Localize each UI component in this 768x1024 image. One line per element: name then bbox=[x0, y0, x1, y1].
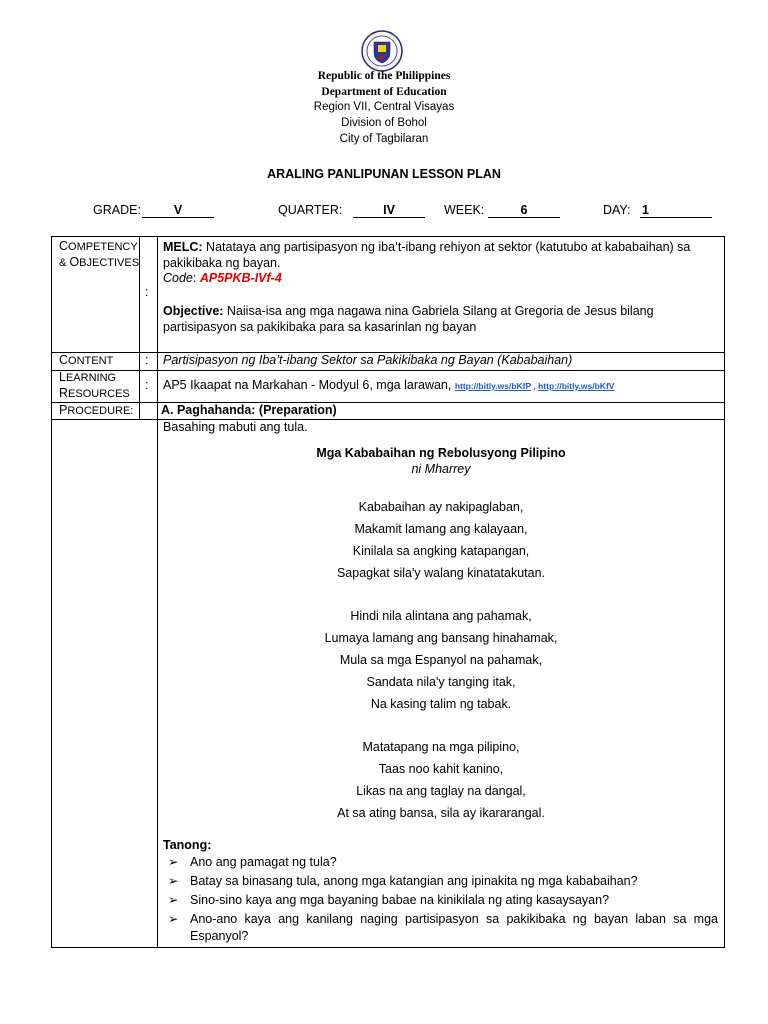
day-label: DAY: bbox=[603, 203, 631, 217]
day-value: 1 bbox=[640, 203, 712, 218]
resources-text: AP5 Ikaapat na Markahan - Modyul 6, mga larawan, http://bitly.ws/bKfP , http://bitly.ws/bKfV bbox=[163, 378, 615, 392]
questions-heading: Tanong: bbox=[163, 838, 212, 852]
poem-line: Makamit lamang ang kalayaan, bbox=[354, 522, 528, 536]
content-text: Partisipasyon ng Iba’t-ibang Sektor sa Pakikibaka ng Bayan (Kababaihan) bbox=[163, 353, 573, 367]
deped-seal-logo bbox=[361, 30, 403, 72]
poem-author: ni Mharrey bbox=[411, 462, 471, 476]
row-divider-4 bbox=[52, 419, 724, 420]
objective-text: Objective: Naiisa-isa ang mga nagawa nina Gabriela Silang at Gregoria de Jesus bilang partisipasyon sa pakikibaka para sa kasarinlan ng bayan bbox=[163, 304, 654, 334]
col-divider-2 bbox=[157, 237, 158, 947]
competency-colon: : bbox=[145, 285, 149, 299]
division-heading: Division of Bohol bbox=[341, 117, 427, 129]
competency-label: COMPETENCY & OBJECTIVES bbox=[59, 239, 140, 269]
department-heading: Department of Education bbox=[321, 86, 447, 98]
arrow-bullet-icon: ➢ bbox=[168, 893, 179, 907]
arrow-bullet-icon: ➢ bbox=[168, 874, 179, 888]
quarter-label: QUARTER: bbox=[278, 203, 343, 217]
grade-label: GRADE: bbox=[93, 203, 141, 217]
row-divider-3 bbox=[52, 402, 724, 403]
lesson-plan-title: ARALING PANLIPUNAN LESSON PLAN bbox=[267, 167, 501, 181]
week-label: WEEK: bbox=[444, 203, 485, 217]
resources-colon: : bbox=[145, 378, 149, 392]
poem-line: Sandata nila'y tanging itak, bbox=[366, 675, 516, 689]
quarter-value: IV bbox=[353, 203, 425, 218]
col-divider-1 bbox=[139, 237, 140, 420]
resource-link-2[interactable]: http://bitly.ws/bKfV bbox=[538, 381, 615, 391]
poem-line: Sapagkat sila'y walang kinatatakutan. bbox=[336, 566, 546, 580]
code-line: Code: AP5PKB-IVf-4 bbox=[163, 271, 282, 285]
section-a-heading: A. Paghahanda: (Preparation) bbox=[161, 403, 337, 417]
content-colon: : bbox=[145, 353, 149, 367]
republic-heading: Republic of the Philippines bbox=[317, 70, 451, 82]
learning-resources-label: LEARNING RESOURCES bbox=[59, 370, 130, 400]
poem-line: Likas na ang taglay na dangal, bbox=[356, 784, 526, 798]
poem-line: Lumaya lamang ang bansang hinahamak, bbox=[324, 631, 558, 645]
poem-line: Taas noo kahit kanino, bbox=[378, 762, 504, 776]
instruction-text: Basahing mabuti ang tula. bbox=[163, 420, 308, 434]
resource-link-1[interactable]: http://bitly.ws/bKfP bbox=[454, 381, 532, 391]
procedure-label: PROCEDURE: bbox=[59, 403, 134, 417]
content-label: CONTENT bbox=[59, 353, 114, 367]
poem-line: Mula sa mga Espanyol na pahamak, bbox=[339, 653, 543, 667]
poem-line: At sa ating bansa, sila ay ikararangal. bbox=[337, 806, 545, 820]
grade-value: V bbox=[142, 203, 214, 218]
arrow-bullet-icon: ➢ bbox=[168, 912, 179, 926]
city-heading: City of Tagbilaran bbox=[339, 133, 429, 145]
arrow-bullet-icon: ➢ bbox=[168, 855, 179, 869]
poem-line: Kababaihan ay nakipaglaban, bbox=[358, 500, 524, 514]
row-divider-2 bbox=[52, 370, 724, 371]
poem-line: Na kasing talim ng tabak. bbox=[370, 697, 512, 711]
poem-line: Kinilala sa angking katapangan, bbox=[352, 544, 530, 558]
melc-text: MELC: Natataya ang partisipasyon ng iba’t-ibang rehiyon at sektor (katutubo at kababaihan) sa pakikibaka ng bayan. bbox=[163, 240, 691, 270]
questions-list: ➢ Ano ang pamagat ng tula? ➢ Batay sa binasang tula, anong mga katangian ang ipinakita ng mga kababaihan? ➢ Sino-sino kaya ang mga bayaning babae na kinikilala ng ating kasaysayan? ➢ Ano-ano kaya ang kanilang naging partisipasyon sa pakikibaka ng bayan laban sa mga Espanyol? bbox=[168, 855, 718, 943]
code-value: AP5PKB-IVf-4 bbox=[199, 271, 282, 285]
poem-line: Matatapang na mga pilipino, bbox=[362, 740, 520, 754]
poem-line: Hindi nila alintana ang pahamak, bbox=[350, 609, 532, 623]
week-value: 6 bbox=[488, 203, 560, 218]
poem-title: Mga Kababaihan ng Rebolusyong Pilipino bbox=[316, 446, 566, 460]
region-heading: Region VII, Central Visayas bbox=[313, 101, 455, 113]
lesson-table bbox=[51, 236, 725, 948]
